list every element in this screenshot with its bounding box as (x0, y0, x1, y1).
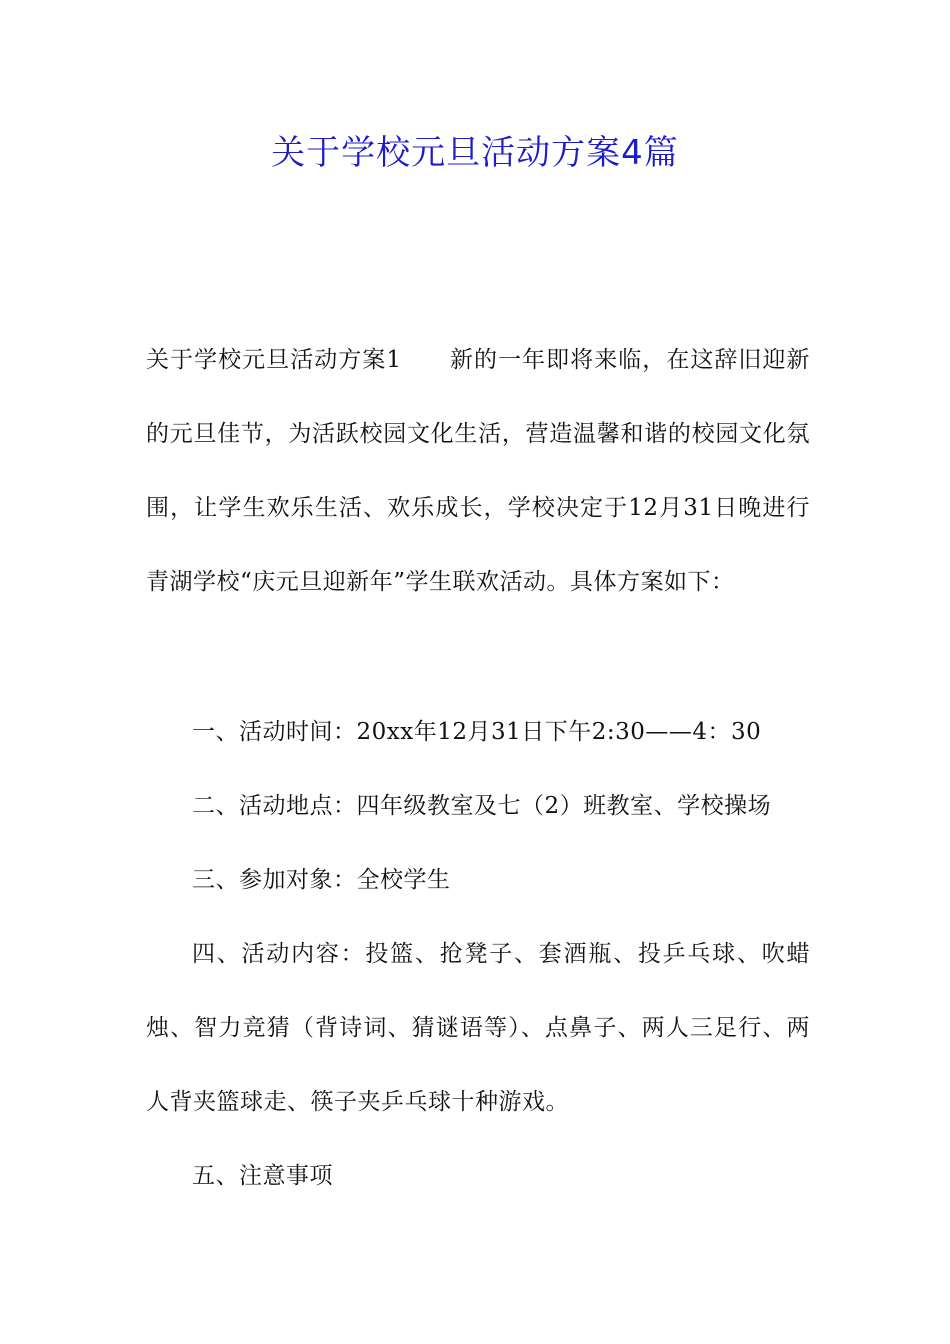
document-title: 关于学校元旦活动方案4篇 (271, 133, 679, 173)
section-activity-time: 一、活动时间：20xx年12月31日下午2:30——4：30 (192, 719, 762, 745)
intro-paragraph (146, 323, 810, 619)
intro-text: 新的一年即将来临，在这辞旧迎新的元旦佳节，为活跃校园文化生活，营造温馨和谐的校园文化氛围，让学生欢乐生活、欢乐成长，学校决定于12月31日晚进行青湖学校“庆元旦迎新年”学生联欢活动。具体方案如下： (146, 347, 811, 595)
section-activity-content: 四、活动内容：投篮、抢凳子、套酒瓶、投乒乓球、吹蜡烛、智力竞猜（背诗词、猜谜语等）、点鼻子、两人三足行、两人背夹篮球走、筷子夹乒乓球十种游戏。 (146, 941, 810, 1115)
section-notes: 五、注意事项 (192, 1163, 333, 1189)
section-activity-location: 二、活动地点：四年级教室及七（2）班教室、学校操场 (192, 793, 772, 819)
section-participants: 三、参加对象：全校学生 (192, 867, 451, 893)
intro-heading: 关于学校元旦活动方案1 (146, 347, 402, 373)
